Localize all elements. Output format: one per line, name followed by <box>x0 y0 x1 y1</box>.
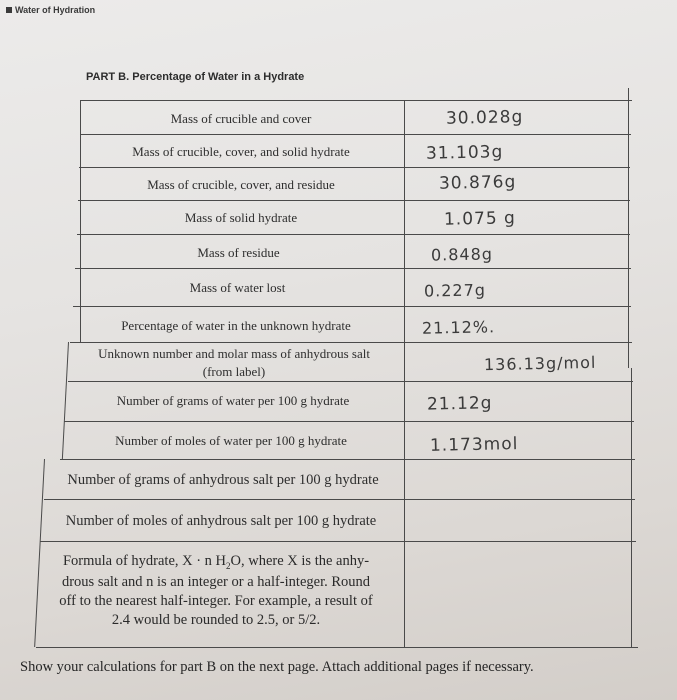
row-label-percent-water: Percentage of water in the unknown hydrate <box>121 318 351 333</box>
formula-line1-b: O, where X is the anhy- <box>230 553 370 569</box>
formula-subscript: 2 <box>226 560 231 571</box>
part-title: PART B. Percentage of Water in a Hydrate <box>86 71 305 83</box>
value-crucible-cover-residue: 30.876g <box>438 172 517 194</box>
row-label-crucible-cover-residue: Mass of crucible, cover, and residue <box>147 177 335 192</box>
row-label-residue: Mass of residue <box>197 245 280 260</box>
row-label-crucible-cover-hydrate: Mass of crucible, cover, and solid hydrate <box>132 144 350 159</box>
footnote: Show your calculations for part B on the next page. Attach additional pages if necessary. <box>20 659 534 675</box>
row-label-grams-water: Number of grams of water per 100 g hydrate <box>116 393 350 408</box>
formula-line4: 2.4 would be rounded to 2.5, or 5/2. <box>111 612 321 629</box>
row-label-grams-salt: Number of grams of anhydrous salt per 100 g hydrate <box>67 472 379 488</box>
row-label-solid-hydrate: Mass of solid hydrate <box>184 210 298 225</box>
value-crucible-cover-hydrate: 31.103g <box>425 142 504 164</box>
row-label-moles-water: Number of moles of water per 100 g hydrate <box>115 433 347 448</box>
row-label-formula <box>36 552 396 631</box>
row-label-anhydrous-salt: Unknown number and molar mass of anhydrous salt <box>98 346 370 361</box>
formula-line1-a: Formula of hydrate, X · n H <box>62 553 227 569</box>
formula-line2: drous salt and n is an integer or a half-integer. Round <box>61 573 371 590</box>
formula-line3: off to the nearest half-integer. For example, a result of <box>59 593 373 610</box>
value-percent-water: 21.12%. <box>421 317 496 338</box>
value-solid-hydrate: 1.075 g <box>443 208 517 230</box>
value-moles-water: 1.173mol <box>429 434 519 456</box>
row-label-moles-salt: Number of moles of anhydrous salt per 100 g hydrate <box>65 513 377 529</box>
row-label-crucible-cover: Mass of crucible and cover <box>170 111 312 126</box>
value-crucible-cover: 30.028g <box>445 107 524 129</box>
value-molar-mass: 136.13g/mol <box>483 352 597 375</box>
value-water-lost: 0.227g <box>423 280 487 301</box>
value-residue: 0.848g <box>430 244 494 265</box>
row-label-water-lost: Mass of water lost <box>189 280 286 295</box>
value-grams-water: 21.12g <box>426 393 493 415</box>
row-label-from-label: (from label) <box>202 364 266 379</box>
header-title: Water of Hydration <box>15 5 96 15</box>
